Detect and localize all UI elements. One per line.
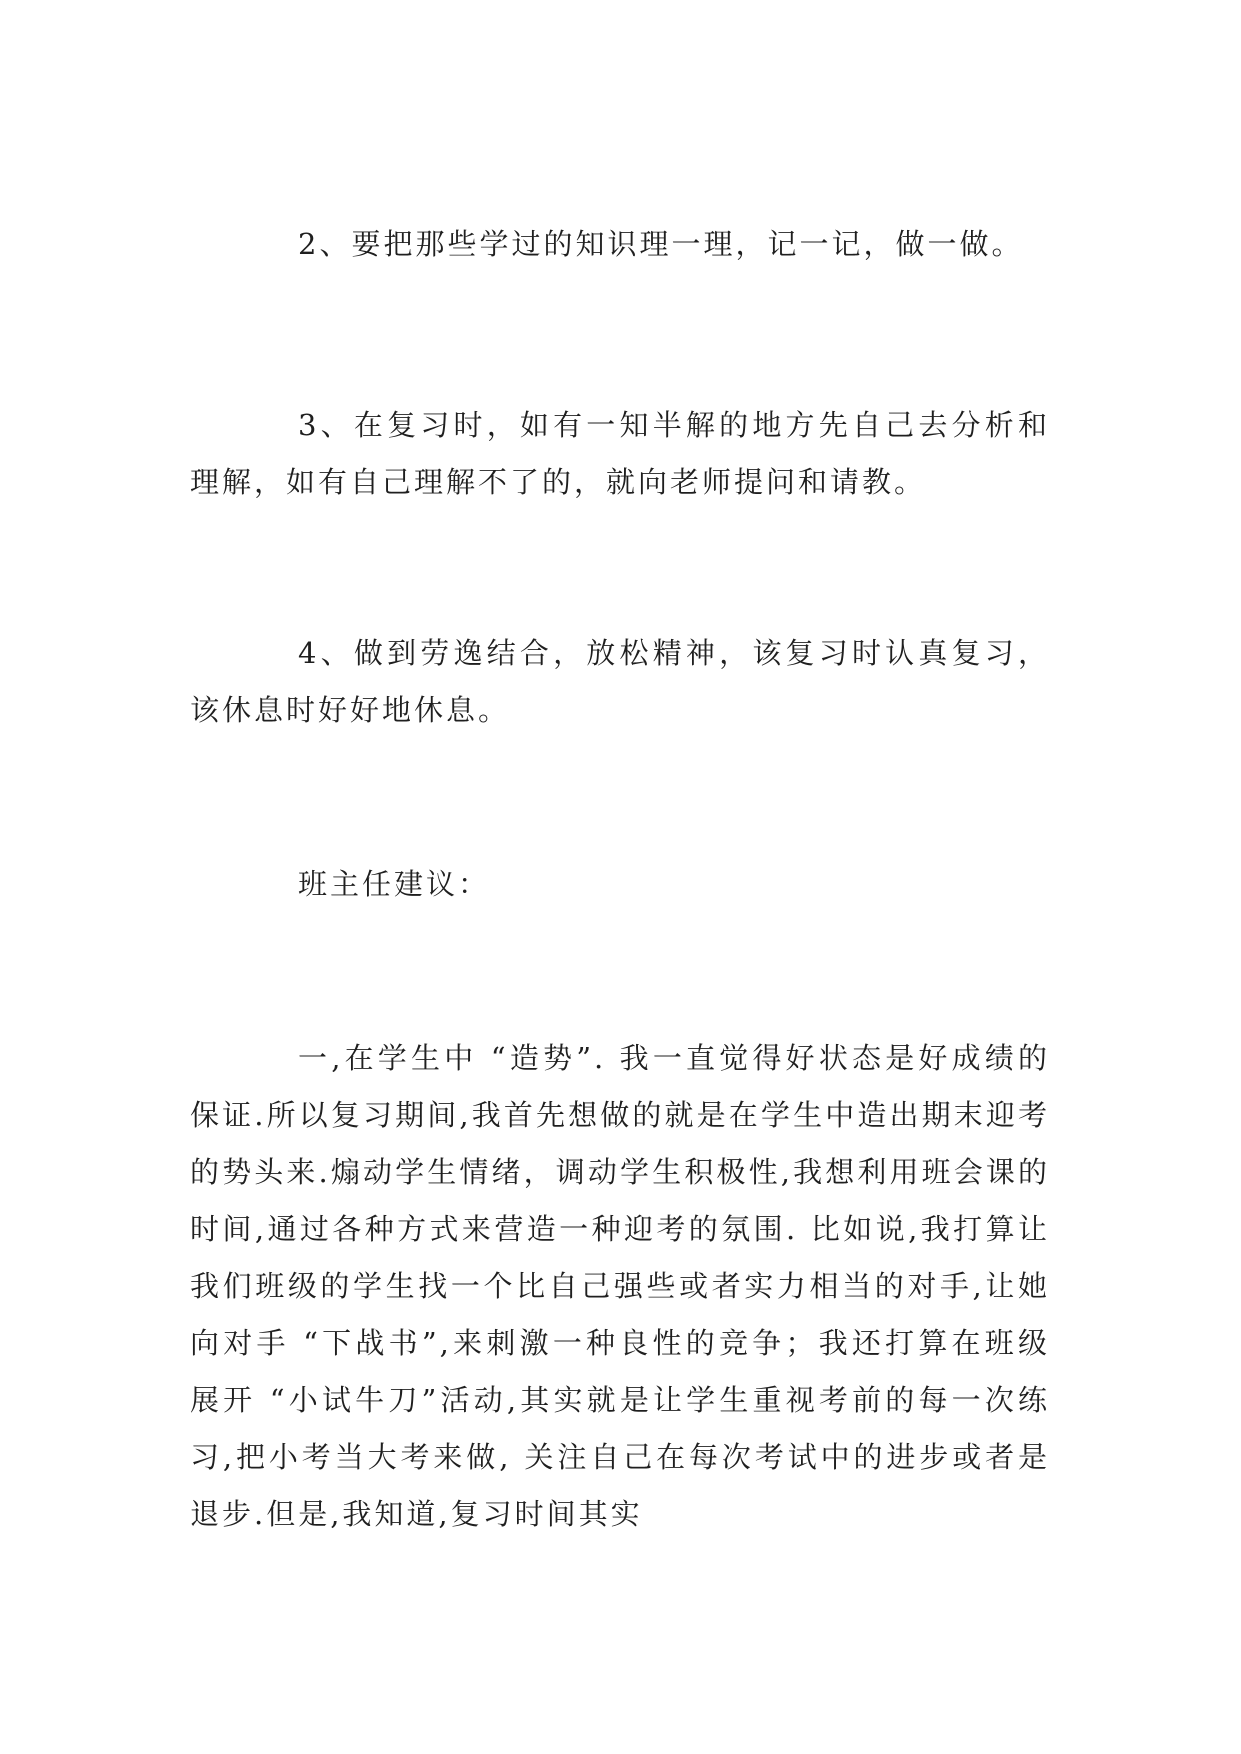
paragraph-tip-2: 2、要把那些学过的知识理一理，记一记，做一做。 xyxy=(298,227,1024,261)
paragraph-tip-3: 3、在复习时，如有一知半解的地方先自己去分析和理解，如有自己理解不了的，就向老师提问和请教。 xyxy=(190,408,1050,499)
section-heading-teacher-advice: 班主任建议： xyxy=(298,867,491,901)
paragraph-advice-1: 一,在学生中 “造势”. 我一直觉得好状态是好成绩的保证.所以复习期间,我首先想做的就是在学生中造出期末迎考的势头来.煽动学生情绪，调动学生积极性,我想利用班会课的时间,通过各种方式来营造一种迎考的氛围. 比如说,我打算让我们班级的学生找一个比自己强些或者实力相当的对手,让她向对手 “下战书”,来刺激一种良性的竞争；我还打算在班级展开 “小试牛刀”活动,其实就是让学生重视考前的每一次练习,把小考当大考来做, 关注自己在每次考试中的进步或者是退步.但是,我知道,复习时间其实 xyxy=(190,1041,1050,1531)
paragraph-tip-4: 4、做到劳逸结合，放松精神，该复习时认真复习，该休息时好好地休息。 xyxy=(190,636,1050,727)
